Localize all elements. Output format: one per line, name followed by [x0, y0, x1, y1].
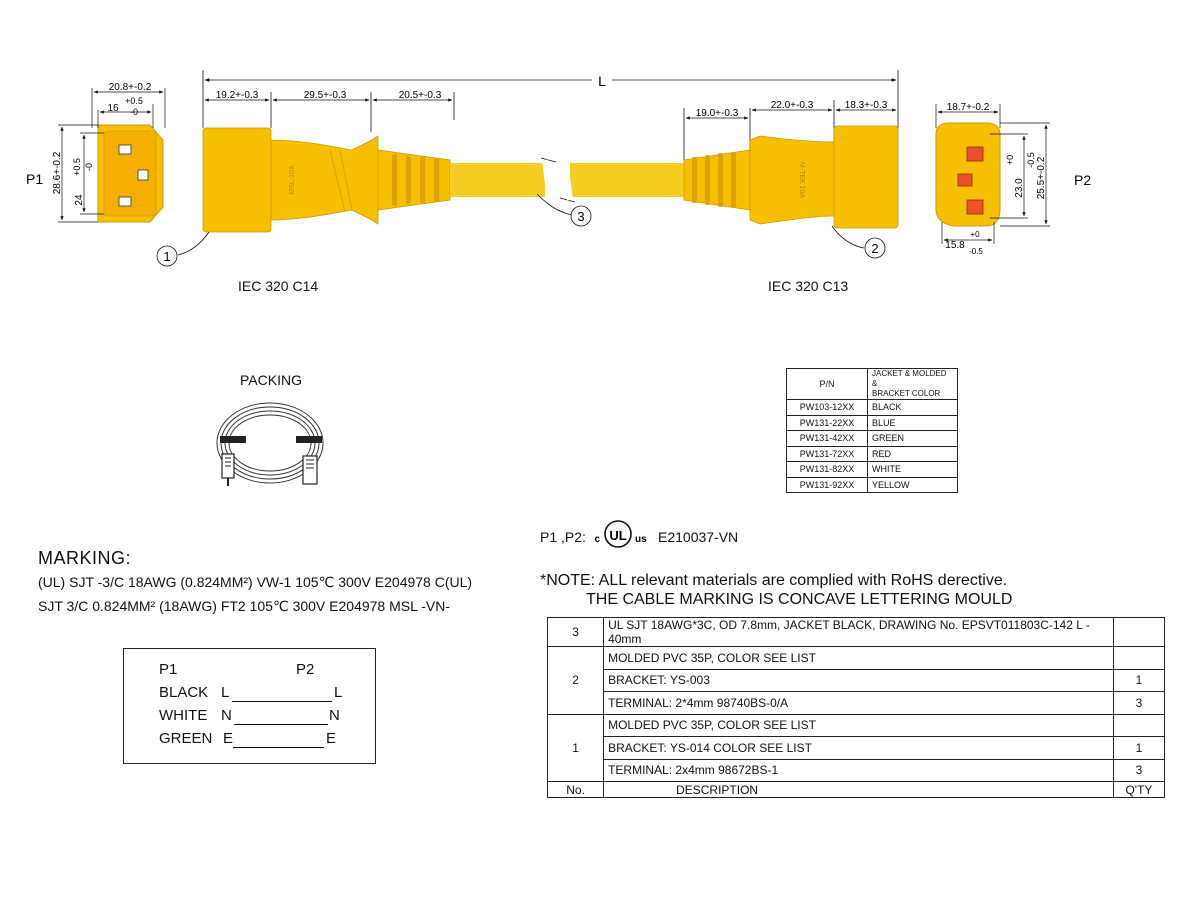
overall-length-label: L — [598, 73, 606, 89]
p2-bottom-tol-plus: +0 — [970, 230, 980, 239]
certification-prefix: P1 ,P2: — [540, 529, 586, 545]
wiring-to-white: N — [329, 707, 340, 724]
wiring-header-p2: P2 — [296, 661, 315, 678]
p2-inner-height-tol-minus: -0.5 — [1026, 152, 1036, 168]
p1-inner-tol-plus: +0.5 — [125, 96, 143, 106]
left-connector-c14 — [203, 128, 450, 232]
wiring-line-green — [233, 747, 324, 748]
marking-line-2: SJT 3/C 0.824MM² (18AWG) FT2 105℃ 300V E204978 MSL -VN- — [38, 598, 451, 614]
packing-coil-illustration — [217, 403, 323, 486]
connector-right-name: IEC 320 C13 — [768, 278, 849, 294]
table-row: PW103-12XX BLACK — [787, 400, 958, 416]
wiring-table — [123, 648, 376, 764]
p2-inner-height-tol-plus: +0 — [1005, 154, 1015, 166]
marking-line-1: (UL) SJT -3/C 18AWG (0.824MM²) VW-1 105℃ 300V E204978 C(UL) — [38, 574, 473, 590]
wiring-header-p1: P1 — [159, 661, 178, 678]
dim-right-3: 18.3+-0.3 — [844, 100, 888, 111]
p1-face-view — [26, 82, 165, 222]
dim-right-1: 19.0+-0.3 — [695, 108, 739, 119]
left-segment-dimensions — [205, 90, 454, 132]
wiring-line-black — [232, 701, 332, 702]
wiring-wire-black: BLACK — [159, 684, 209, 701]
ul-certification-mark — [594, 521, 647, 547]
p2-bottom-tol-minus: -0.5 — [969, 247, 983, 256]
table-row: BRACKET: YS-003 1 — [548, 669, 1165, 692]
certification-file-number: E210037-VN — [658, 529, 739, 545]
wiring-to-black: L — [334, 684, 343, 701]
table-row: BRACKET: YS-014 COLOR SEE LIST 1 — [548, 737, 1165, 760]
p1-inner-dim: 16 — [107, 103, 119, 114]
packing-title: PACKING — [240, 372, 302, 388]
bom-table — [547, 617, 1165, 798]
p1-label: P1 — [26, 171, 44, 187]
svg-text:3: 3 — [577, 209, 585, 224]
p2-width-dim: 18.7+-0.2 — [946, 102, 990, 113]
dim-right-2: 22.0+-0.3 — [770, 100, 814, 111]
table-row: 1 MOLDED PVC 35P, COLOR SEE LIST — [548, 714, 1165, 737]
p2-face-view — [936, 102, 1091, 256]
ul-mark-right: us — [635, 534, 647, 545]
wiring-from-white: N — [221, 707, 232, 724]
p1-inner-height-tol-minus: -0 — [84, 162, 94, 172]
wiring-line-white — [234, 724, 328, 725]
p1-inner-height-tol-plus: +0.5 — [72, 158, 82, 176]
p2-inner-height-dim: 23.0 — [1014, 178, 1025, 198]
right-overmold-text: M-TEK 10A — [798, 161, 805, 199]
color-table — [786, 368, 958, 493]
dim-left-2: 29.5+-0.3 — [303, 90, 347, 101]
table-row: TERMINAL: 2x4mm 98672BS-1 3 — [548, 759, 1165, 782]
ul-mark-left: c — [594, 534, 600, 545]
rohs-note: *NOTE: ALL relevant materials are complied with RoHS derective. — [540, 572, 1008, 589]
callout-2 — [832, 226, 885, 258]
color-table-header-pn: P/N — [787, 369, 868, 400]
svg-text:2: 2 — [871, 241, 879, 256]
wiring-from-green: E — [223, 730, 234, 747]
right-connector-c13 — [684, 126, 898, 228]
cable — [450, 158, 684, 202]
table-row: 3 UL SJT 18AWG*3C, OD 7.8mm, JACKET BLACK, DRAWING No. EPSVT011803C-142 L - 40mm — [548, 618, 1165, 647]
p1-height-dim: 28.6+-0.2 — [52, 151, 63, 195]
dim-left-1: 19.2+-0.3 — [215, 90, 259, 101]
p2-bottom-dim: 15.8 — [945, 240, 965, 251]
wiring-from-black: L — [221, 684, 230, 701]
callout-1 — [157, 232, 209, 266]
wiring-to-green: E — [326, 730, 337, 747]
ul-mark-center: UL — [609, 528, 627, 543]
bom-header-row: No. DESCRIPTION Q'TY — [548, 782, 1165, 798]
table-row: PW131-42XX GREEN — [787, 431, 958, 447]
table-row: PW131-92XX YELLOW — [787, 477, 958, 493]
wiring-wire-white: WHITE — [159, 707, 208, 724]
color-table-header-color: JACKET & MOLDED & BRACKET COLOR — [868, 369, 958, 400]
p2-label: P2 — [1074, 172, 1092, 188]
dim-left-3: 20.5+-0.3 — [398, 90, 442, 101]
connector-left-name: IEC 320 C14 — [238, 278, 319, 294]
table-row: 2 MOLDED PVC 35P, COLOR SEE LIST — [548, 647, 1165, 670]
table-row: PW131-82XX WHITE — [787, 462, 958, 478]
table-row: TERMINAL: 2*4mm 98740BS-0/A 3 — [548, 692, 1165, 715]
p1-inner-height-dim: 24 — [74, 194, 85, 206]
left-overmold-text: MSL-10A — [289, 165, 296, 195]
marking-note: THE CABLE MARKING IS CONCAVE LETTERING MOULD — [586, 591, 1013, 608]
svg-text:1: 1 — [163, 249, 171, 264]
p1-width-dim: 20.8+-0.2 — [108, 82, 152, 93]
p2-height-dim: 25.5+-0.2 — [1036, 156, 1047, 200]
table-row: PW131-72XX RED — [787, 446, 958, 462]
marking-title: MARKING: — [38, 548, 132, 568]
table-row: PW131-22XX BLUE — [787, 415, 958, 431]
wiring-wire-green: GREEN — [159, 730, 213, 747]
p1-inner-tol-minus: -0 — [129, 107, 139, 117]
